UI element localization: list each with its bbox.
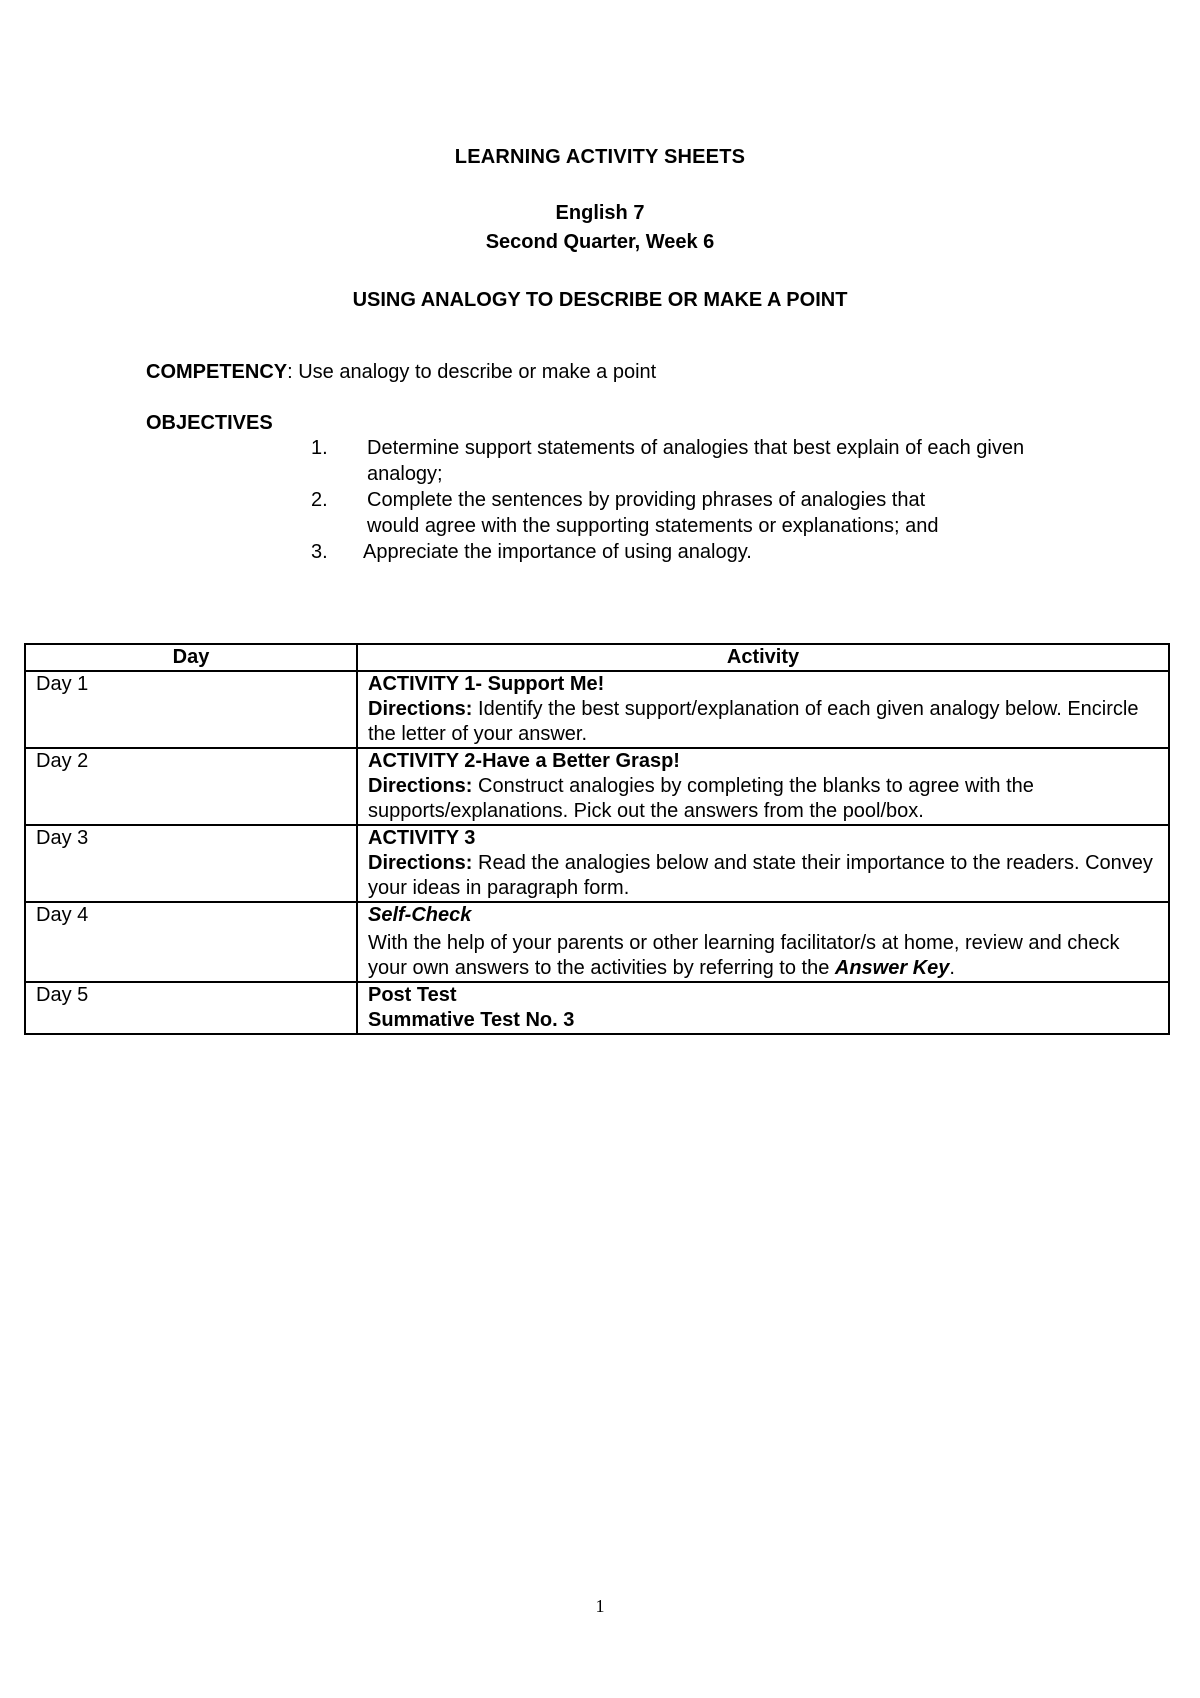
objective-text: Complete the sentences by providing phrases of analogies that (367, 489, 926, 511)
day-cell: Day 1 (25, 671, 357, 748)
table-header-row (25, 644, 1169, 671)
objective-text: Determine support statements of analogies that best explain of each given (367, 437, 1025, 459)
directions-label: Directions: (368, 698, 473, 720)
table-row (25, 671, 1169, 748)
day-cell: Day 3 (25, 825, 357, 902)
activity-cell (357, 671, 1169, 748)
activity-directions (368, 774, 1158, 824)
table-row (25, 982, 1169, 1034)
objective-number: 2. (311, 489, 328, 511)
activity-title: ACTIVITY 1- Support Me! (368, 673, 605, 695)
objective-text: Appreciate the importance of using analogy. (363, 541, 752, 563)
day-column-header: Day (25, 644, 357, 671)
table-row (25, 825, 1169, 902)
activity-title: Self-Check (368, 904, 472, 926)
objectives-heading: OBJECTIVES (146, 412, 273, 434)
activity-directions (368, 697, 1158, 747)
directions-text: With the help of your parents or other learning facilitator/s at home, review and check your own answers to the activities by referring to the (368, 932, 1120, 979)
activity-cell (357, 902, 1169, 982)
topic-heading: USING ANALOGY TO DESCRIBE OR MAKE A POINT (352, 289, 848, 311)
activity-column-header: Activity (357, 644, 1169, 671)
activity-cell (357, 982, 1169, 1034)
day-cell: Day 4 (25, 902, 357, 982)
competency-label: COMPETENCY (146, 361, 288, 383)
objective-text: analogy; (367, 463, 443, 485)
activity-title: Post Test (368, 984, 457, 1006)
subject-heading: English 7 (555, 202, 645, 224)
competency-line (146, 361, 656, 384)
objective-number: 1. (311, 437, 328, 459)
directions-label: Directions: (368, 852, 473, 874)
objective-continuation (367, 515, 938, 538)
document-title: LEARNING ACTIVITY SHEETS (454, 146, 746, 168)
weekly-plan-table (24, 643, 1170, 1035)
directions-text: Identify the best support/explanation of each given analogy below. Encircle the letter of your answer. (368, 698, 1139, 745)
directions-text: Read the analogies below and state their importance to the readers. Convey your ideas in paragraph form. (368, 852, 1153, 899)
objective-continuation (367, 463, 443, 486)
table-row (25, 902, 1169, 982)
objective-number: 3. (311, 541, 328, 563)
quarter-heading: Second Quarter, Week 6 (485, 231, 715, 253)
page-number: 1 (595, 1596, 605, 1616)
activity-title: ACTIVITY 2-Have a Better Grasp! (368, 750, 680, 772)
day-cell: Day 2 (25, 748, 357, 825)
activity-cell (357, 825, 1169, 902)
competency-text: : Use analogy to describe or make a point (287, 361, 657, 383)
directions-text-end: . (949, 957, 955, 979)
table-row (25, 748, 1169, 825)
activity-directions (368, 931, 1158, 981)
answer-key-emphasis: Answer Key (834, 957, 950, 979)
directions-text: Construct analogies by completing the blanks to agree with the supports/explanations. Pick out the answers from the pool/box. (368, 775, 1034, 822)
activity-cell (357, 748, 1169, 825)
activity-directions (368, 851, 1158, 901)
day-cell: Day 5 (25, 982, 357, 1034)
activity-title: ACTIVITY 3 (368, 827, 476, 849)
directions-label: Directions: (368, 775, 473, 797)
activity-subtitle: Summative Test No. 3 (368, 1009, 575, 1031)
objective-text: would agree with the supporting statements or explanations; and (367, 515, 939, 537)
